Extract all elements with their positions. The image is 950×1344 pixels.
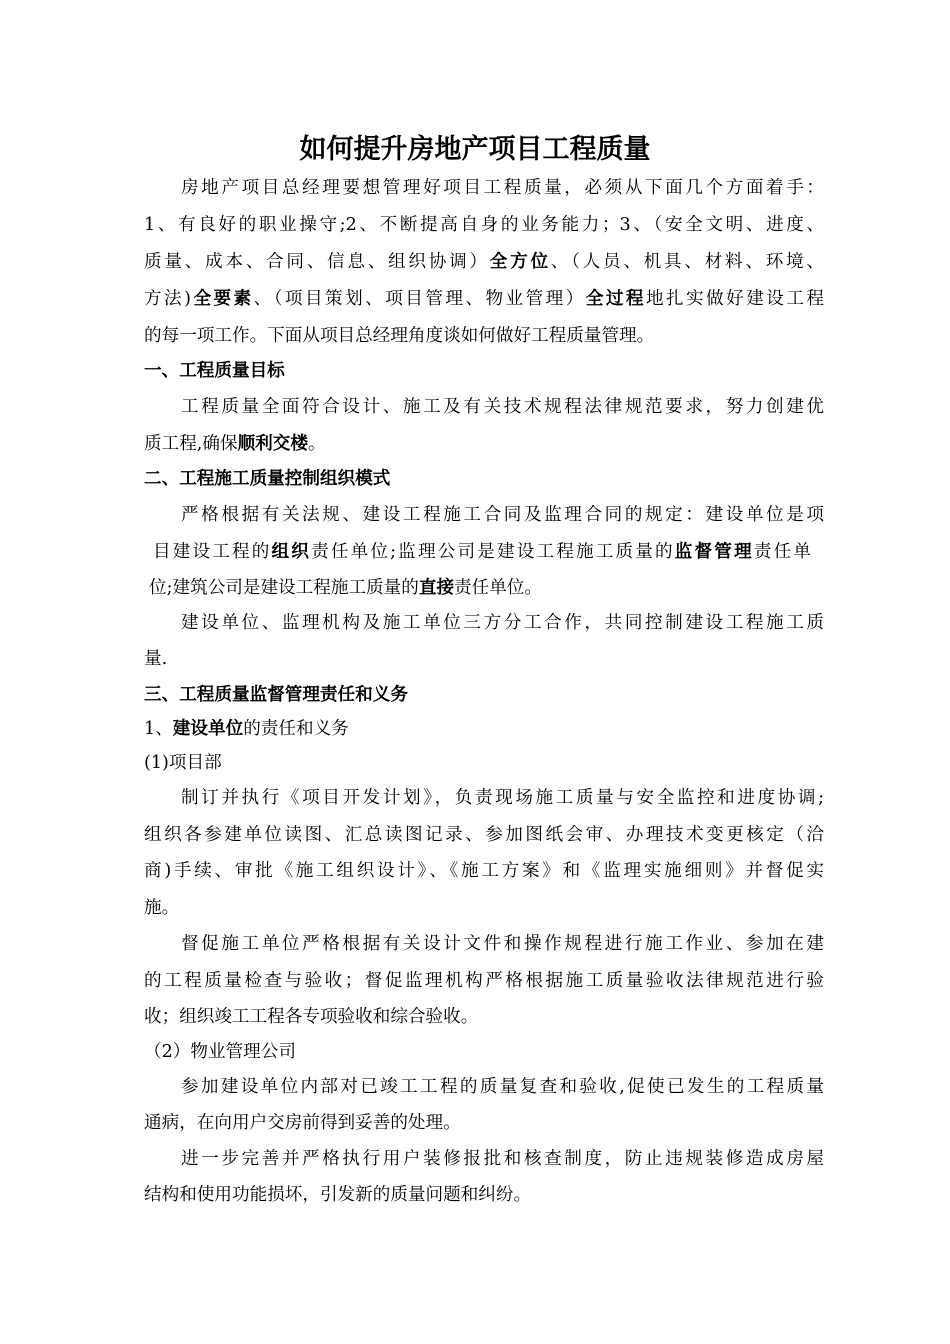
intro-line-5: 的每一项工作。下面从项目总经理角度谈如何做好工程质量管理。: [144, 326, 655, 346]
s2-line-2: [153, 534, 811, 570]
s3-para4-line-1: 进一步完善并严格执行用户装修报批和核查制度，防止违规装修造成房屋: [181, 1149, 824, 1169]
s3-para2-line-2: 的工程质量检查与验收；督促监理机构严格根据施工质量验收法律规范进行验: [144, 971, 824, 991]
emphasis-text: 全要素: [190, 289, 254, 309]
intro-line-4: [144, 281, 824, 317]
text-run: 、（人员、机具、材料、环境、: [550, 252, 824, 272]
text-run: 。: [307, 434, 326, 454]
s3-para1-line-2: 组织各参建单位读图、汇总读图记录、参加图纸会审、办理技术变更核定（洽: [144, 825, 824, 845]
intro-line-1: 房地产项目总经理要想管理好项目工程质量，必须从下面几个方面着手：: [181, 178, 824, 198]
emphasis-text: 全方位: [489, 252, 551, 272]
s3-para3-line-2: 通病，在向用户交房前得到妥善的处理。: [144, 1113, 461, 1133]
s3-para1-line-1: 制订并执行《项目开发计划》，负责现场施工质量与安全监控和进度协调;: [181, 788, 824, 808]
emphasis-text: 直接: [418, 578, 455, 598]
text-run: 1、: [144, 719, 173, 739]
text-run: 地扎实做好建设工程: [645, 289, 824, 309]
document-title: 如何提升房地产项目工程质量: [299, 134, 651, 165]
s2-para2-line-2: 量.: [144, 649, 168, 669]
text-run: 责任单位。: [454, 578, 543, 598]
emphasis-text: 全过程: [585, 289, 646, 309]
s3-para1-line-4: 施。: [144, 898, 180, 918]
text-run: 方法): [144, 289, 191, 309]
s2-para2-line-1: 建设单位、监理机构及施工单位三方分工合作，共同控制建设工程施工质: [181, 613, 824, 633]
emphasis-text: 顺利交楼: [237, 434, 308, 454]
s1-line-1: 工程质量全面符合设计、施工及有关技术规程法律规范要求，努力创建优: [181, 397, 824, 417]
s2-line-3: [149, 570, 811, 606]
intro-line-3: [144, 244, 824, 280]
s3-subheading-1: [144, 711, 824, 747]
section-heading-3: 三、工程质量监督管理责任和义务: [144, 685, 408, 705]
emphasis-text: 组织: [271, 542, 312, 562]
s3-para3-line-1: 参加建设单位内部对已竣工工程的质量复查和验收,促使已发生的工程质量: [181, 1077, 824, 1097]
text-run: 、（项目策划、项目管理、物业管理）: [253, 289, 586, 309]
s3-item-2: （2）物业管理公司: [144, 1042, 296, 1062]
text-run: 责任单位;监理公司是建设工程施工质量的: [311, 542, 675, 562]
text-run: 的责任和义务: [243, 719, 349, 739]
text-run: 质工程,确保: [144, 434, 238, 454]
section-heading-1: 一、工程质量目标: [144, 361, 285, 381]
text-run: 位;建筑公司是建设工程施工质量的: [149, 578, 419, 598]
emphasis-text: 监督管理: [674, 542, 754, 562]
s3-item-1: (1)项目部: [144, 753, 222, 773]
intro-line-2: 1、有良好的职业操守;2、不断提高自身的业务能力；3、（安全文明、进度、: [144, 215, 824, 235]
s3-para1-line-3: 商)手续、审批《施工组织设计》、《施工方案》和《监理实施细则》并督促实: [144, 861, 824, 881]
s3-para4-line-2: 结构和使用功能损坏，引发新的质量问题和纠纷。: [144, 1185, 532, 1205]
text-run: 目建设工程的: [153, 542, 272, 562]
emphasis-text: 建设单位: [172, 719, 244, 739]
s1-line-2: [144, 426, 824, 462]
section-heading-2: 二、工程施工质量控制组织模式: [144, 469, 391, 489]
s2-line-1: 严格根据有关法规、建设工程施工合同及监理合同的规定：建设单位是项: [181, 505, 824, 525]
s3-para2-line-3: 收；组织竣工工程各专项验收和综合验收。: [144, 1007, 479, 1027]
text-run: 责任单: [753, 542, 811, 562]
s3-para2-line-1: 督促施工单位严格根据有关设计文件和操作规程进行施工作业、参加在建: [181, 934, 824, 954]
text-run: 质量、成本、合同、信息、组织协调）: [144, 252, 490, 272]
